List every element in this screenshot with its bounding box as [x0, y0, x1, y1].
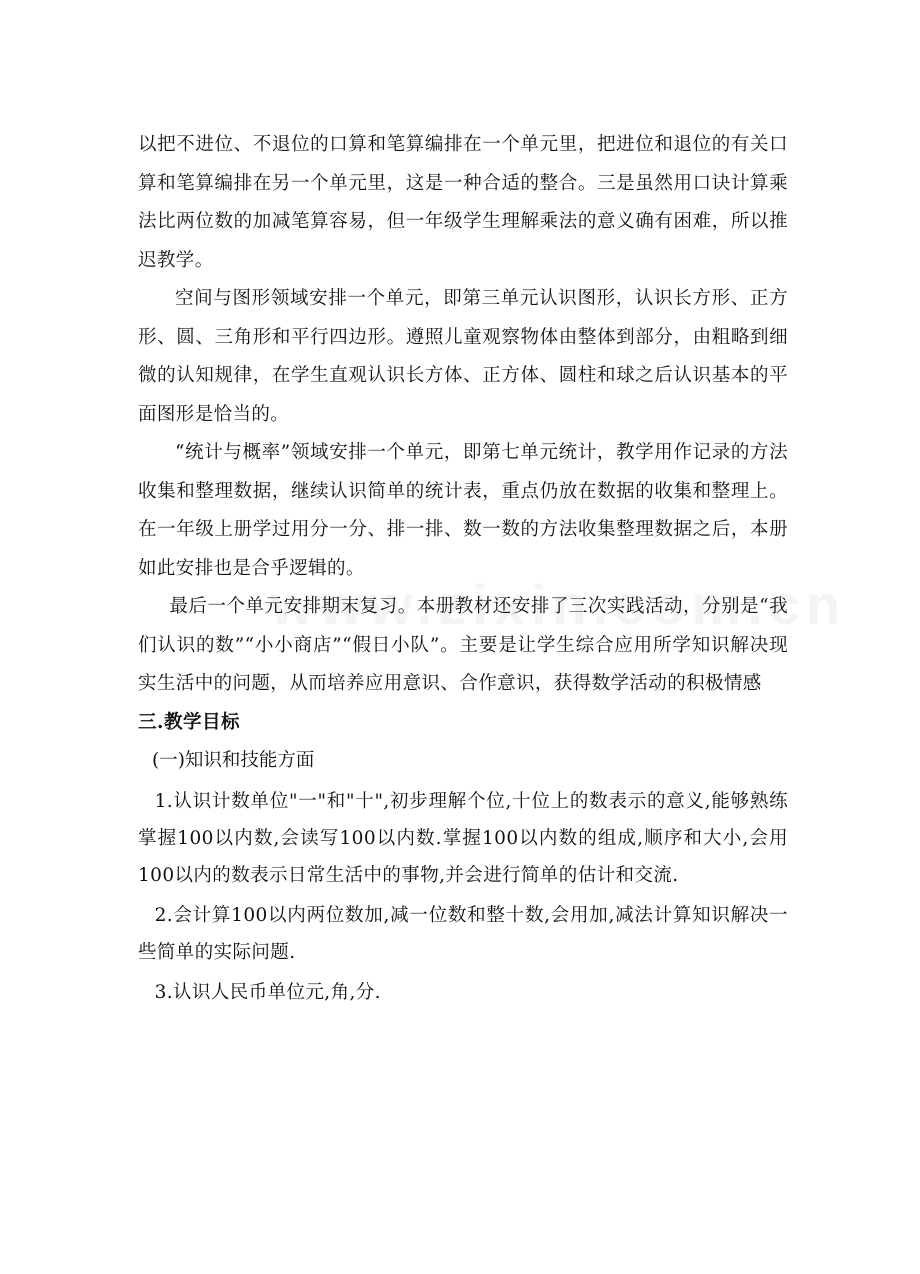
paragraph-unit-arrangement: 以把不进位、不退位的口算和笔算编排在一个单元里，把进位和退位的有关口算和笔算编排在另一个单元里，这是一种合适的整合。三是虽然用口诀计算乘法比两位数的加减笔算容易，但一年级学生理解乘法的意义确有困难，所以推迟教学。: [138, 134, 788, 271]
document-body: [138, 126, 788, 1011]
subheading-knowledge-skills: (一)知识和技能方面: [152, 749, 315, 771]
paragraph-review: 最后一个单元安排期末复习。本册教材还安排了三次实践活动，分别是“我们认识的数”“小小商店”“假日小队”。主要是让学生综合应用所学知识解决现实生活中的问题，从而培养应用意识、合作意识，获得数学活动的积极情感: [138, 596, 788, 694]
list-item: 2.会计算100以内两位数加,减一位数和整十数,会用加,减法计算知识解决一些简单的实际问题.: [138, 904, 788, 963]
list-item: 3.认识人民币单位元,角,分.: [154, 981, 381, 1003]
paragraph-geometry: 空间与图形领域安排一个单元，即第三单元认识图形，认识长方形、正方形、圆、三角形和平行四边形。遵照儿童观察物体由整体到部分，由粗略到细微的认知规律，在学生直观认识长方体、正方体、圆柱和球之后认识基本的平面图形是恰当的。: [138, 288, 788, 425]
paragraph-statistics: “统计与概率”领域安排一个单元，即第七单元统计，教学用作记录的方法收集和整理数据，继续认识简单的统计表，重点仍放在数据的收集和整理上。在一年级上册学过用分一分、排一排、数一数的方法收集整理数据之后，本册如此安排也是合乎逻辑的。: [138, 442, 788, 579]
list-item: 1.认识计数单位"一"和"十",初步理解个位,十位上的数表示的意义,能够熟练掌握100以内数,会读写100以内数.掌握100以内数的组成,顺序和大小,会用100以内的数表示日常生活中的事物,并会进行简单的估计和交流.: [138, 790, 788, 886]
section-heading-teaching-goals: 三.教学目标: [138, 711, 240, 733]
